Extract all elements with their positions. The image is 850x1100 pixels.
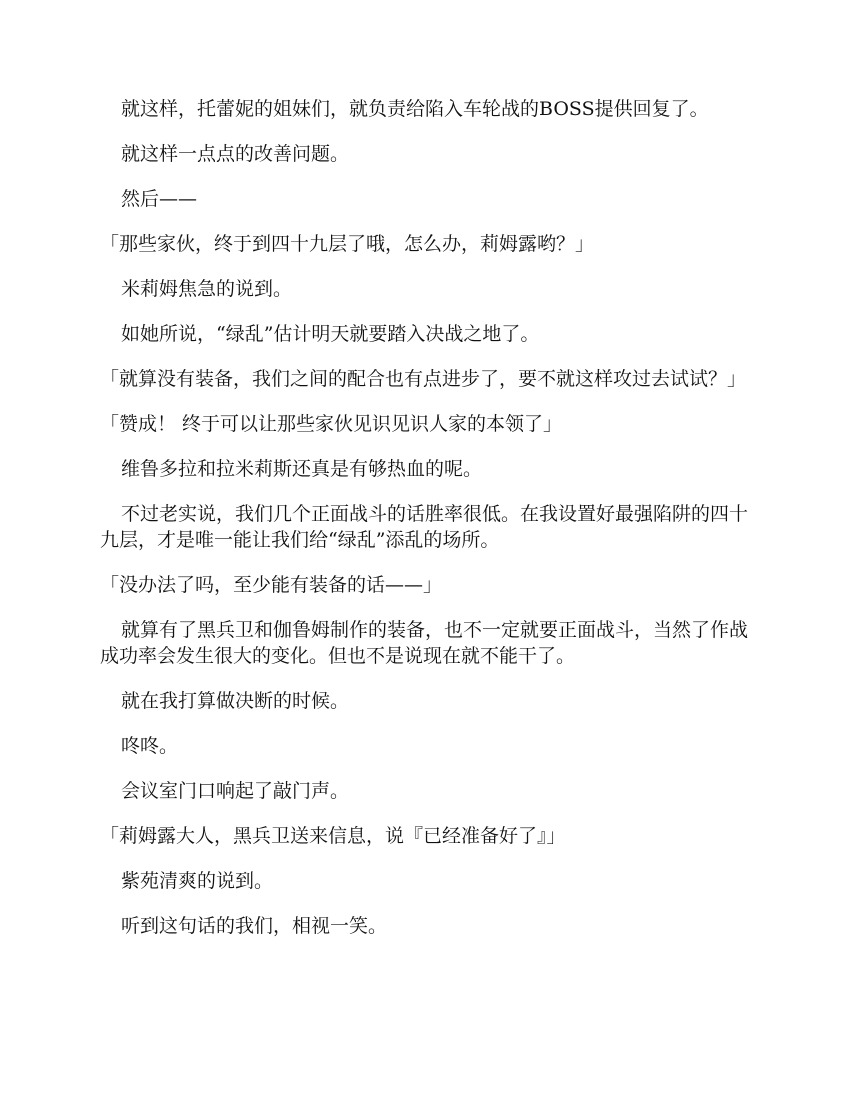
dialogue-paragraph: 「赞成！ 终于可以让那些家伙见识见识人家的本领了」 [100, 413, 563, 435]
dialogue-paragraph: 「就算没有装备，我们之间的配合也有点进步了，要不就这样攻过去试试？」 [100, 368, 747, 390]
paragraph: 如她所说，“绿乱”估计明天就要踏入决战之地了。 [121, 323, 540, 345]
paragraph: 米莉姆焦急的说到。 [121, 278, 293, 300]
paragraph: 咚咚。 [121, 735, 179, 757]
paragraph: 会议室门口响起了敲门声。 [121, 780, 350, 802]
dialogue-paragraph: 「那些家伙，终于到四十九层了哦，怎么办，莉姆露哟？」 [100, 233, 595, 255]
paragraph: 就这样，托蕾妮的姐妹们，就负责给陷入车轮战的BOSS提供回复了。 [121, 98, 709, 120]
paragraph: 听到这句话的我们，相视一笑。 [121, 915, 388, 937]
dialogue-paragraph: 「没办法了吗，至少能有装备的话——」 [100, 574, 443, 596]
paragraph: 然后—— [121, 188, 198, 210]
paragraph: 就算有了黑兵卫和伽鲁姆制作的装备，也不一定就要正面战斗，当然了作战成功率会发生很大的变化。但也不是说现在就不能干了。 [100, 619, 749, 667]
paragraph: 就在我打算做决断的时候。 [121, 690, 350, 712]
document-page [100, 96, 750, 958]
paragraph: 紫苑清爽的说到。 [121, 870, 274, 892]
paragraph: 维鲁多拉和拉米莉斯还真是有够热血的呢。 [121, 458, 483, 480]
paragraph: 就这样一点点的改善问题。 [121, 143, 350, 165]
paragraph: 不过老实说，我们几个正面战斗的话胜率很低。在我设置好最强陷阱的四十九层，才是唯一能让我们给“绿乱”添乱的场所。 [100, 503, 749, 551]
dialogue-paragraph: 「莉姆露大人，黑兵卫送来信息，说『已经准备好了』」 [100, 825, 566, 847]
